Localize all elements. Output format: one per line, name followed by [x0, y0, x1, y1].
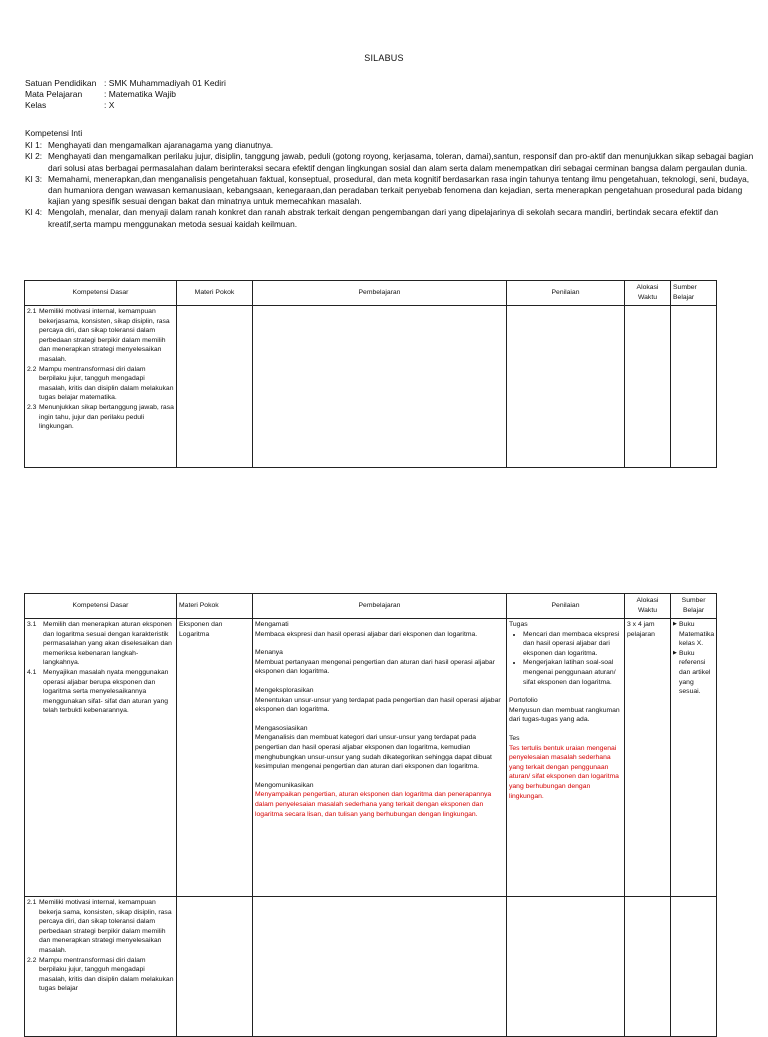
header-pembelajaran: Pembelajaran	[253, 281, 507, 306]
ki-code: KI 4:	[25, 207, 43, 218]
kd-item	[27, 620, 174, 668]
portofolio-heading: Portofolio	[509, 697, 538, 705]
page-title: SILABUS	[364, 53, 404, 63]
kd-cell	[25, 619, 177, 897]
empty-cell	[253, 897, 507, 1037]
pembelajaran-step	[255, 724, 504, 772]
table-row	[25, 897, 717, 1037]
kd-text: Mampu mentransformasi diri dalam berpilaku jujur, tangguh mengadapi masalah, kritis dan disiplin dalam melakukan tugas belajar	[39, 956, 174, 993]
table-header-row	[25, 594, 717, 619]
list-item	[673, 649, 714, 697]
empty-cell	[507, 306, 625, 468]
header-sumber-belajar: Sumber Belajar	[671, 594, 717, 619]
header-alokasi-waktu: Alokasi Waktu	[625, 594, 671, 619]
kd-text: Menunjukkan sikap bertanggung jawab, rasa ingin tahu, jujur dan perilaku peduli lingkungan.	[39, 403, 174, 431]
kd-text: Memiliki motivasi internal, kemampuan bekerjasama, konsisten, sikap disiplin, rasa percaya diri, dan sikap toleransi dalam perbedaan strategi berpikir dalam memilih dan menerapkan strategi menyelesaikan masalah.	[39, 308, 170, 363]
header-penilaian: Penilaian	[507, 281, 625, 306]
pembelajaran-step	[255, 781, 504, 819]
tes-block	[509, 734, 622, 801]
ki-code: KI 2:	[25, 151, 43, 162]
ki-text: Menghayati dan mengamalkan perilaku jujur, disiplin, tanggung jawab, peduli (gotong royong, kerjasama, toleran, damai),santun, responsif dan pro-aktif dan menunjukkan sikap sebagai bagian dari solusi atas berbagai permasalahan dalam berinteraksi secara efektif dengan lingkungan sosial dan alam serta dalam menempatkan diri sebagai cerminan bangsa dalam pergaulan dunia.	[48, 151, 754, 173]
ki-code: KI 3:	[25, 173, 43, 184]
empty-cell	[177, 306, 253, 468]
sumber-cell	[671, 619, 717, 897]
kompetensi-inti	[25, 128, 760, 230]
materi-cell	[177, 619, 253, 897]
header-materi-pokok: Materi Pokok	[177, 594, 253, 619]
kd-item	[27, 307, 174, 365]
tugas-list	[509, 630, 622, 688]
alokasi-cell	[625, 619, 671, 897]
ki-item	[25, 207, 760, 229]
meta-row	[25, 78, 226, 89]
sumber-text: Buku Matematika kelas X.	[679, 621, 715, 648]
step-text: Menentukan unsur-unsur yang terdapat pada pengertian dan hasil operasi aljabar eksponen dan logaritma.	[255, 696, 501, 714]
pembelajaran-cell	[253, 619, 507, 897]
header-sumber-belajar: Sumber Belajar	[671, 281, 717, 306]
empty-cell	[671, 306, 717, 468]
meta-row	[25, 100, 226, 111]
kd-number: 2.2	[27, 956, 37, 964]
sumber-text: Buku referensi dan artikel yang sesuai.	[679, 649, 711, 696]
step-text: Membuat pertanyaan mengenai pengertian dan aturan dari hasil operasi aljabar eksponen dan logaritma.	[255, 658, 495, 676]
list-item: • Mengerjakan latihan soal-soal mengenai penggunaan aturan/ sifat eksponen dan logaritma.	[523, 658, 622, 687]
ki-item	[25, 151, 760, 173]
ki-heading: Kompetensi Inti	[25, 128, 83, 138]
syllabus-table-attitude	[24, 280, 717, 468]
kd-text: Memiliki motivasi internal, kemampuan bekerja sama, konsisten, sikap disiplin, rasa percaya diri, dan sikap toleransi dalam perbedaan strategi berpikir dalam memilih dan menerapkan strategi menyelesaikan masalah.	[39, 899, 172, 954]
kd-text: Memilih dan menerapkan aturan eksponen dan logaritma sesuai dengan karakteristik permasalahan yang akan diselesaikan dan memeriksa kebenaran langkah-langkahnya.	[43, 621, 172, 667]
portofolio-text: Menyusun dan membuat rangkuman dari tugas-tugas yang ada.	[509, 706, 620, 724]
table-row	[25, 619, 717, 897]
kd-number: 3.1	[27, 621, 37, 628]
meta-label: Kelas	[25, 100, 47, 110]
kd-cell	[25, 306, 177, 468]
materi-text: Eksponen dan Logaritma	[179, 621, 223, 638]
kd-number: 2.1	[27, 308, 37, 315]
pembelajaran-step	[255, 686, 504, 715]
sumber-list	[673, 620, 714, 697]
kd-text: Mampu mentransformasi diri dalam berpilaku jujur, tangguh mengadapi masalah, kritis dan disiplin dalam melakukan tugas belajar matematika.	[39, 365, 174, 402]
header-kompetensi-dasar: Kompetensi Dasar	[25, 594, 177, 619]
header-penilaian: Penilaian	[507, 594, 625, 619]
step-text: Menganalisis dan membuat kategori dari unsur-unsur yang terdapat pada pengertian dan hasil operasi aljabar eksponen dan logaritma, kemudian menghubungkan unsur-unsur yang sudah dikategorikan sehingga dapat dibuat kesimpulan mengenai pengertian dan aturan dari eksponen dan logaritma.	[255, 734, 492, 771]
header-alokasi-waktu: Alokasi Waktu	[625, 281, 671, 306]
step-heading: Mengeksplorasikan	[255, 686, 314, 694]
kd-item	[27, 956, 174, 994]
step-heading: Mengomunikasikan	[255, 781, 314, 789]
list-item: • Mencari dan membaca ekspresi dan hasil operasi aljabar dari eksponen dan logaritma.	[523, 630, 622, 659]
empty-cell	[253, 306, 507, 468]
kd-number: 2.3	[27, 403, 37, 411]
step-heading: Mengasosiasikan	[255, 724, 308, 732]
kd-item	[27, 403, 174, 432]
kd-item	[27, 365, 174, 403]
tes-text: Tes tertulis bentuk uraian mengenai penyelesaian masalah sederhana yang terkait dengan penggunaan aturan/ sifat eksponen dan logaritma yang berhubungan dengan lingkungan.	[509, 744, 619, 800]
ki-text: Mengolah, menalar, dan menyaji dalam ranah konkret dan ranah abstrak terkait dengan pengembangan dari yang dipelajarinya di sekolah secara mandiri, bertindak secara efektif dan kreatif,serta mampu menggunakan metoda sesuai kaidah keilmuan.	[48, 207, 719, 229]
kd-item	[27, 668, 174, 716]
penilaian-cell	[507, 619, 625, 897]
step-heading: Mengamati	[255, 621, 289, 628]
step-heading: Menanya	[255, 649, 283, 657]
empty-cell	[507, 897, 625, 1037]
pembelajaran-step	[255, 648, 504, 677]
pembelajaran-step	[255, 620, 504, 639]
header-pembelajaran: Pembelajaran	[253, 594, 507, 619]
tes-heading: Tes	[509, 734, 520, 742]
meta-value: : Matematika Wajib	[104, 89, 176, 99]
ki-text: Menghayati dan mengamalkan ajaranagama yang dianutnya.	[48, 140, 274, 151]
meta-label: Satuan Pendidikan	[25, 78, 97, 88]
alokasi-text: 3 x 4 jam pelajaran	[627, 621, 655, 638]
header-kompetensi-dasar: Kompetensi Dasar	[25, 281, 177, 306]
identity-block	[25, 78, 226, 111]
kd-number: 2.1	[27, 899, 37, 906]
kd-number: 4.1	[27, 668, 37, 676]
ki-item	[25, 140, 760, 151]
header-materi-pokok: Materi Pokok	[177, 281, 253, 306]
meta-value: : X	[104, 100, 115, 110]
arrow-bullet-icon: ▶	[673, 649, 677, 656]
arrow-bullet-icon: ▶	[673, 621, 677, 627]
tugas-heading: Tugas	[509, 621, 528, 628]
ki-item	[25, 174, 760, 208]
meta-value: : SMK Muhammadiyah 01 Kediri	[104, 78, 226, 88]
list-item	[673, 620, 714, 649]
empty-cell	[177, 897, 253, 1037]
empty-cell	[671, 897, 717, 1037]
kd-cell	[25, 897, 177, 1037]
empty-cell	[625, 897, 671, 1037]
kd-text: Menyajikan masalah nyata menggunakan operasi aljabar berupa eksponen dan logaritma serta menyelesaikannya menggunakan sifat- sifat dan aturan yang telah terbukti kebenarannya.	[43, 668, 169, 715]
meta-row	[25, 89, 226, 100]
portofolio-block	[509, 696, 622, 725]
ki-code: KI 1:	[25, 140, 43, 151]
table-row	[25, 306, 717, 468]
syllabus-table-eksponen	[24, 593, 717, 1037]
step-text-highlighted: Menyampaikan pengertian, aturan eksponen dan logaritma dan penerapannya dalam penyelesaian masalah sederhana yang terkait dengan eksponen dan logaritma secara lisan, dan tulisan yang berhubungan dengan lingkungan.	[255, 791, 492, 818]
step-text: Membaca ekspresi dan hasil operasi aljabar dari eksponen dan logaritma.	[255, 630, 478, 638]
kd-number: 2.2	[27, 365, 37, 373]
empty-cell	[625, 306, 671, 468]
meta-label: Mata Pelajaran	[25, 89, 83, 99]
ki-text: Memahami, menerapkan,dan menganalisis pengetahuan faktual, konseptual, prosedural, dan meta kognitif berdasarkan rasa ingin tahunya tentang ilmu pengetahuan, teknologi, seni, budaya, dan humaniora dengan wawasan kemanusiaan, kebangsaan, kenegaraan,dan peradaban terkait penyebab fenomena dan kejadian, serta menerapkan pengetahuan prosedural pada bidang kajian yang spesifik sesuai dengan bakat dan minatnya untuk memecahkan masalah.	[48, 173, 750, 207]
kd-item	[27, 898, 174, 956]
table-header-row	[25, 281, 717, 306]
